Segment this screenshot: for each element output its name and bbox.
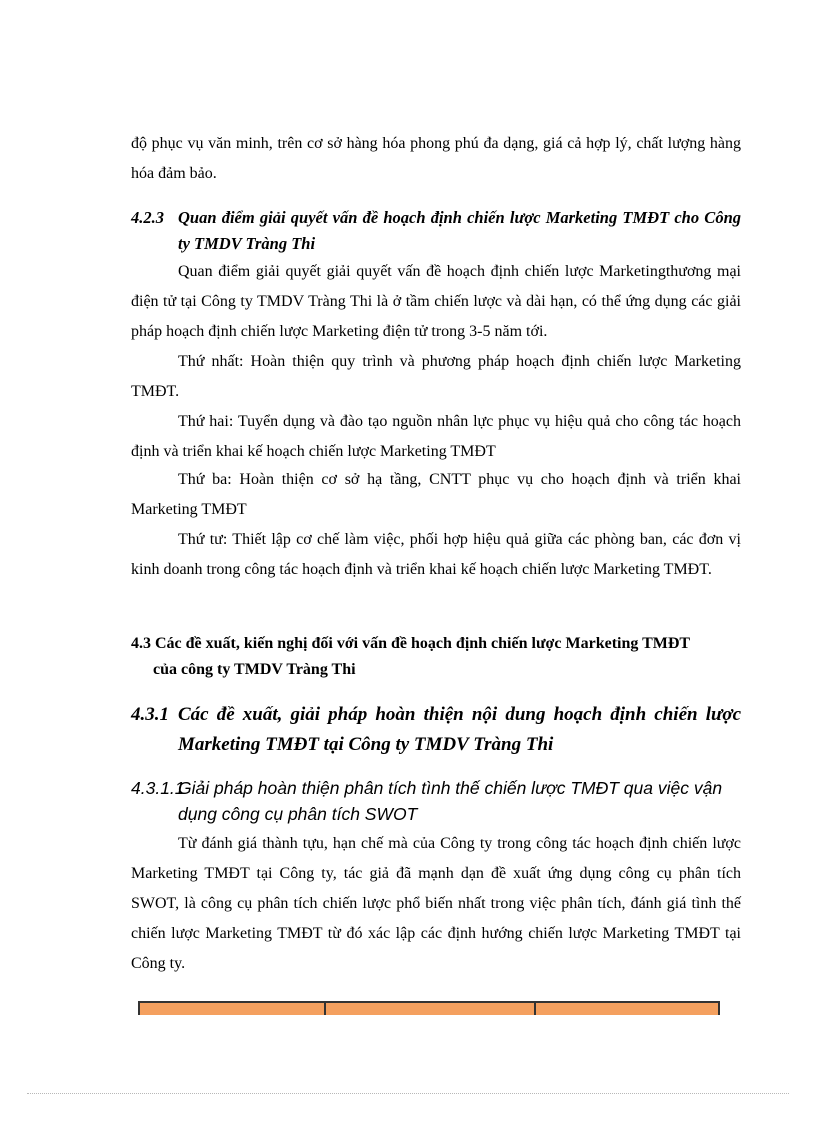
paragraph-fourth: Thứ tư: Thiết lập cơ chế làm việc, phối hợp hiệu quả giữa các phòng ban, các đơn vị kinh doanh trong công tác hoạch định và triển khai kế hoạch chiến lược Marketing TMĐT. <box>131 531 741 578</box>
paragraph-swot: Từ đánh giá thành tựu, hạn chế mà của Công ty trong công tác hoạch định chiến lược Marketing TMĐT tại Công ty, tác giả đã mạnh dạn đề xuất ứng dụng công cụ phân tích SWOT, là công cụ phân tích chiến lược phổ biến nhất trong việc phân tích, đánh giá tình thế chiến lược Marketing TMĐT từ đó xác lập các định hướng chiến lược Marketing TMĐT tại Công ty. <box>131 835 741 972</box>
heading-text: Quan điểm giải quyết vấn đề hoạch định chiến lược Marketing TMĐT cho Công ty TMDV Tràng Thi <box>178 208 741 253</box>
heading-4-3-1-1 <box>131 775 741 827</box>
page-bottom-divider <box>27 1093 789 1094</box>
heading-line-1: 4.3 Các đề xuất, kiến nghị đối với vấn đề hoạch định chiến lược Marketing TMĐT <box>131 635 691 652</box>
heading-number: 4.3.1.1 <box>131 778 185 798</box>
paragraph-intro: độ phục vụ văn minh, trên cơ sở hàng hóa phong phú đa dạng, giá cả hợp lý, chất lượng hàng hóa đảm bảo. <box>131 135 741 182</box>
paragraph-third: Thứ ba: Hoàn thiện cơ sở hạ tầng, CNTT phục vụ cho hoạch định và triển khai Marketing TMĐT <box>131 471 741 518</box>
swot-table-header-row <box>138 1001 720 1015</box>
heading-4-3 <box>131 631 741 683</box>
paragraph-second: Thứ hai: Tuyển dụng và đào tạo nguồn nhân lực phục vụ hiệu quả cho công tác hoạch định và triển khai kế hoạch chiến lược Marketing TMĐT <box>131 413 741 460</box>
table-header-cell <box>536 1003 718 1015</box>
table-header-cell <box>140 1003 326 1015</box>
paragraph-first: Thứ nhất: Hoàn thiện quy trình và phương pháp hoạch định chiến lược Marketing TMĐT. <box>131 353 741 400</box>
heading-line-2: của công ty TMDV Tràng Thi <box>153 661 356 678</box>
heading-number: 4.3.1 <box>131 704 169 725</box>
paragraph-viewpoint: Quan điểm giải quyết giải quyết vấn đề hoạch định chiến lược Marketingthương mại điện tử tại Công ty TMDV Tràng Thi là ở tầm chiến lược và dài hạn, có thể ứng dụng các giải pháp hoạch định chiến lược Marketing điện tử trong 3-5 năm tới. <box>131 263 741 340</box>
heading-line-2: dụng công cụ phân tích SWOT <box>178 804 418 824</box>
heading-number: 4.2.3 <box>131 208 164 227</box>
table-header-cell <box>326 1003 536 1015</box>
heading-4-2-3 <box>131 205 741 257</box>
heading-4-3-1 <box>131 700 741 760</box>
heading-line-1: Giải pháp hoàn thiện phân tích tình thế chiến lược TMĐT qua việc vận <box>178 778 723 798</box>
heading-text: Các đề xuất, giải pháp hoàn thiện nội dung hoạch định chiến lược Marketing TMĐT tại Công ty TMDV Tràng Thi <box>178 704 741 755</box>
